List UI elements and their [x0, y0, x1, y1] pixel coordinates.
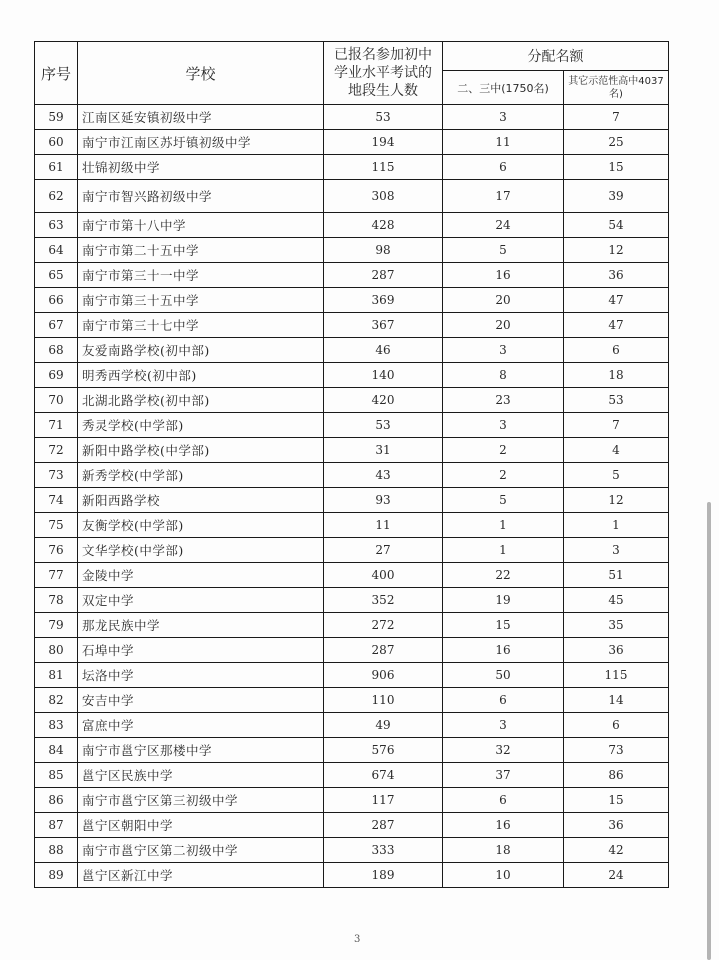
row-school: 双定中学 — [78, 588, 324, 613]
row-school: 富庶中学 — [78, 713, 324, 738]
row-index: 88 — [35, 838, 78, 863]
row-alloc-23: 10 — [443, 863, 564, 888]
row-alloc-other: 1 — [564, 513, 669, 538]
row-alloc-23: 6 — [443, 688, 564, 713]
row-registered: 906 — [324, 663, 443, 688]
row-alloc-other: 36 — [564, 263, 669, 288]
table-body — [35, 105, 669, 888]
row-school: 明秀西学校(初中部) — [78, 363, 324, 388]
row-alloc-23: 32 — [443, 738, 564, 763]
row-registered: 11 — [324, 513, 443, 538]
table-row — [35, 288, 669, 313]
row-registered: 367 — [324, 313, 443, 338]
row-registered: 194 — [324, 130, 443, 155]
row-index: 81 — [35, 663, 78, 688]
row-index: 76 — [35, 538, 78, 563]
row-alloc-other: 12 — [564, 238, 669, 263]
row-school: 南宁市邕宁区那楼中学 — [78, 738, 324, 763]
row-index: 75 — [35, 513, 78, 538]
row-registered: 420 — [324, 388, 443, 413]
row-school: 南宁市第三十七中学 — [78, 313, 324, 338]
table-row — [35, 588, 669, 613]
table-row — [35, 130, 669, 155]
row-alloc-23: 16 — [443, 813, 564, 838]
row-alloc-other: 35 — [564, 613, 669, 638]
row-alloc-other: 53 — [564, 388, 669, 413]
row-index: 77 — [35, 563, 78, 588]
row-index: 78 — [35, 588, 78, 613]
row-alloc-23: 6 — [443, 788, 564, 813]
row-alloc-23: 3 — [443, 413, 564, 438]
row-alloc-other: 15 — [564, 155, 669, 180]
row-registered: 140 — [324, 363, 443, 388]
table-row — [35, 738, 669, 763]
row-alloc-other: 12 — [564, 488, 669, 513]
row-registered: 93 — [324, 488, 443, 513]
table-row — [35, 538, 669, 563]
row-alloc-other: 6 — [564, 713, 669, 738]
table-row — [35, 663, 669, 688]
row-school: 南宁市第十八中学 — [78, 213, 324, 238]
row-registered: 43 — [324, 463, 443, 488]
table-row — [35, 638, 669, 663]
row-school: 南宁市智兴路初级中学 — [78, 180, 324, 213]
row-index: 62 — [35, 180, 78, 213]
row-alloc-other: 24 — [564, 863, 669, 888]
header-alloc-23: 二、三中(1750名) — [443, 71, 564, 105]
row-registered: 369 — [324, 288, 443, 313]
row-index: 67 — [35, 313, 78, 338]
row-index: 69 — [35, 363, 78, 388]
table-row — [35, 838, 669, 863]
table-row — [35, 180, 669, 213]
row-alloc-23: 22 — [443, 563, 564, 588]
table-row — [35, 105, 669, 130]
row-alloc-other: 36 — [564, 813, 669, 838]
row-alloc-other: 73 — [564, 738, 669, 763]
table-row — [35, 313, 669, 338]
row-index: 60 — [35, 130, 78, 155]
row-registered: 31 — [324, 438, 443, 463]
row-school: 北湖北路学校(初中部) — [78, 388, 324, 413]
row-alloc-other: 86 — [564, 763, 669, 788]
row-alloc-other: 7 — [564, 413, 669, 438]
row-alloc-other: 42 — [564, 838, 669, 863]
row-alloc-23: 3 — [443, 105, 564, 130]
row-alloc-23: 3 — [443, 338, 564, 363]
table-row — [35, 338, 669, 363]
row-school: 友衡学校(中学部) — [78, 513, 324, 538]
vertical-scrollbar[interactable] — [707, 502, 711, 960]
header-registered-line: 地段生人数 — [348, 83, 418, 99]
row-registered: 53 — [324, 413, 443, 438]
row-alloc-23: 16 — [443, 263, 564, 288]
table-row — [35, 238, 669, 263]
row-alloc-other: 47 — [564, 288, 669, 313]
table-row — [35, 813, 669, 838]
table-row — [35, 763, 669, 788]
table-row — [35, 413, 669, 438]
table-row — [35, 463, 669, 488]
row-alloc-other: 3 — [564, 538, 669, 563]
table-row — [35, 613, 669, 638]
row-index: 71 — [35, 413, 78, 438]
table-row — [35, 688, 669, 713]
row-alloc-23: 1 — [443, 538, 564, 563]
row-index: 72 — [35, 438, 78, 463]
row-school: 坛洛中学 — [78, 663, 324, 688]
row-school: 南宁市邕宁区第三初级中学 — [78, 788, 324, 813]
row-school: 江南区延安镇初级中学 — [78, 105, 324, 130]
row-school: 安吉中学 — [78, 688, 324, 713]
row-index: 65 — [35, 263, 78, 288]
table-row — [35, 713, 669, 738]
row-registered: 308 — [324, 180, 443, 213]
row-alloc-other: 14 — [564, 688, 669, 713]
row-registered: 400 — [324, 563, 443, 588]
row-index: 79 — [35, 613, 78, 638]
row-school: 南宁市邕宁区第二初级中学 — [78, 838, 324, 863]
row-registered: 117 — [324, 788, 443, 813]
row-registered: 272 — [324, 613, 443, 638]
row-school: 新阳中路学校(中学部) — [78, 438, 324, 463]
row-alloc-23: 16 — [443, 638, 564, 663]
header-alloc-other: 其它示范性高中4037名) — [564, 71, 669, 105]
row-index: 89 — [35, 863, 78, 888]
row-alloc-23: 17 — [443, 180, 564, 213]
row-index: 63 — [35, 213, 78, 238]
table-row — [35, 563, 669, 588]
table-row — [35, 863, 669, 888]
row-alloc-other: 18 — [564, 363, 669, 388]
row-alloc-23: 20 — [443, 288, 564, 313]
row-alloc-other: 5 — [564, 463, 669, 488]
row-index: 83 — [35, 713, 78, 738]
row-registered: 27 — [324, 538, 443, 563]
row-alloc-other: 15 — [564, 788, 669, 813]
row-registered: 333 — [324, 838, 443, 863]
table-row — [35, 438, 669, 463]
row-index: 64 — [35, 238, 78, 263]
row-school: 邕宁区民族中学 — [78, 763, 324, 788]
row-registered: 115 — [324, 155, 443, 180]
row-alloc-23: 2 — [443, 438, 564, 463]
table-row — [35, 788, 669, 813]
row-index: 74 — [35, 488, 78, 513]
table-row — [35, 363, 669, 388]
table-row — [35, 513, 669, 538]
header-index: 序号 — [35, 42, 78, 105]
row-registered: 287 — [324, 263, 443, 288]
row-school: 石埠中学 — [78, 638, 324, 663]
row-alloc-23: 2 — [443, 463, 564, 488]
row-school: 友爱南路学校(初中部) — [78, 338, 324, 363]
row-alloc-23: 6 — [443, 155, 564, 180]
row-alloc-other: 45 — [564, 588, 669, 613]
row-alloc-other: 39 — [564, 180, 669, 213]
row-registered: 287 — [324, 638, 443, 663]
row-alloc-23: 5 — [443, 238, 564, 263]
row-school: 南宁市第三十五中学 — [78, 288, 324, 313]
row-index: 68 — [35, 338, 78, 363]
row-alloc-other: 51 — [564, 563, 669, 588]
header-registered-line: 已报名参加初中 — [334, 47, 432, 63]
row-alloc-other: 4 — [564, 438, 669, 463]
row-alloc-other: 54 — [564, 213, 669, 238]
header-registered — [324, 42, 443, 105]
row-registered: 46 — [324, 338, 443, 363]
row-alloc-other: 7 — [564, 105, 669, 130]
row-alloc-23: 8 — [443, 363, 564, 388]
row-alloc-23: 15 — [443, 613, 564, 638]
row-school: 新阳西路学校 — [78, 488, 324, 513]
row-alloc-23: 11 — [443, 130, 564, 155]
row-school: 南宁市第二十五中学 — [78, 238, 324, 263]
row-registered: 98 — [324, 238, 443, 263]
row-registered: 576 — [324, 738, 443, 763]
row-school: 文华学校(中学部) — [78, 538, 324, 563]
row-alloc-23: 24 — [443, 213, 564, 238]
row-index: 86 — [35, 788, 78, 813]
page-number: 3 — [354, 934, 361, 945]
row-index: 87 — [35, 813, 78, 838]
row-school: 壮锦初级中学 — [78, 155, 324, 180]
row-alloc-23: 5 — [443, 488, 564, 513]
row-school: 邕宁区朝阳中学 — [78, 813, 324, 838]
row-index: 66 — [35, 288, 78, 313]
header-school: 学校 — [78, 42, 324, 105]
row-school: 那龙民族中学 — [78, 613, 324, 638]
header-allocation-group: 分配名额 — [443, 42, 669, 71]
row-registered: 49 — [324, 713, 443, 738]
row-index: 73 — [35, 463, 78, 488]
row-alloc-23: 1 — [443, 513, 564, 538]
row-registered: 110 — [324, 688, 443, 713]
row-alloc-other: 47 — [564, 313, 669, 338]
row-alloc-23: 19 — [443, 588, 564, 613]
row-school: 新秀学校(中学部) — [78, 463, 324, 488]
row-school: 秀灵学校(中学部) — [78, 413, 324, 438]
row-alloc-other: 36 — [564, 638, 669, 663]
row-registered: 352 — [324, 588, 443, 613]
row-index: 61 — [35, 155, 78, 180]
allocation-table — [34, 41, 669, 888]
row-index: 80 — [35, 638, 78, 663]
row-registered: 53 — [324, 105, 443, 130]
table-row — [35, 388, 669, 413]
row-index: 59 — [35, 105, 78, 130]
row-registered: 189 — [324, 863, 443, 888]
table-row — [35, 263, 669, 288]
header-registered-line: 学业水平考试的 — [334, 65, 432, 81]
row-index: 85 — [35, 763, 78, 788]
table-row — [35, 213, 669, 238]
row-alloc-23: 3 — [443, 713, 564, 738]
row-school: 邕宁区新江中学 — [78, 863, 324, 888]
row-alloc-23: 18 — [443, 838, 564, 863]
row-school: 金陵中学 — [78, 563, 324, 588]
row-school: 南宁市第三十一中学 — [78, 263, 324, 288]
row-alloc-23: 37 — [443, 763, 564, 788]
table-row — [35, 488, 669, 513]
row-index: 82 — [35, 688, 78, 713]
row-alloc-other: 25 — [564, 130, 669, 155]
row-index: 84 — [35, 738, 78, 763]
row-school: 南宁市江南区苏圩镇初级中学 — [78, 130, 324, 155]
row-alloc-23: 20 — [443, 313, 564, 338]
row-alloc-23: 50 — [443, 663, 564, 688]
row-index: 70 — [35, 388, 78, 413]
row-alloc-other: 115 — [564, 663, 669, 688]
row-registered: 287 — [324, 813, 443, 838]
row-registered: 428 — [324, 213, 443, 238]
row-alloc-other: 6 — [564, 338, 669, 363]
row-alloc-23: 23 — [443, 388, 564, 413]
row-registered: 674 — [324, 763, 443, 788]
table-row — [35, 155, 669, 180]
